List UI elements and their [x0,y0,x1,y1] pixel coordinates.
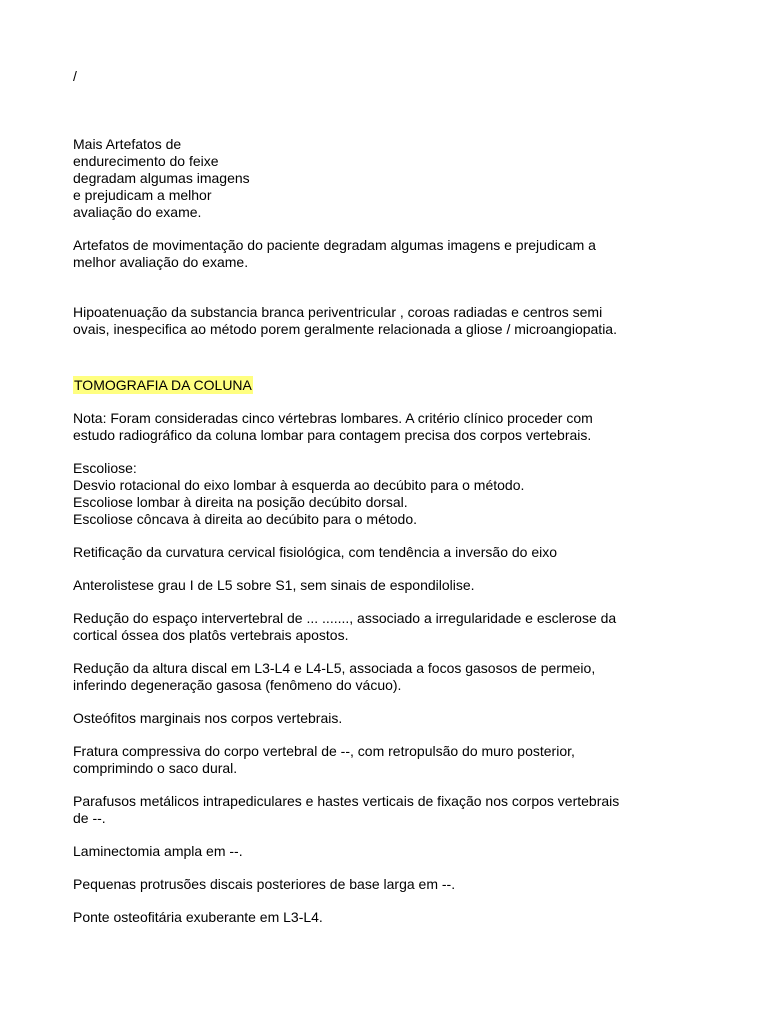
paragraph-retificacao [73,544,713,561]
paragraph-laminectomia [73,843,713,860]
text-line: Ponte osteofitária exuberante em L3-L4. [73,909,323,925]
text-line: comprimindo o saco dural. [73,760,238,776]
paragraph-parafusos [73,793,713,827]
paragraph-reducao-espaco [73,610,713,644]
text-line: Redução da altura discal em L3-L4 e L4-L5, associada a focos gasosos de permeio, [73,660,596,676]
paragraph-reducao-altura [73,660,713,694]
document-page [73,68,713,926]
text-line: Redução do espaço intervertebral de ... ......., associado a irregularidade e esclerose da [73,610,617,626]
section-heading: TOMOGRAFIA DA COLUNA [74,377,252,393]
text-line: avaliação do exame. [73,204,202,220]
text-line: Anterolistese grau I de L5 sobre S1, sem sinais de espondilolise. [73,577,475,593]
paragraph-hipoatenuacao [73,304,713,338]
paragraph-ponte [73,909,713,926]
paragraph-escoliose [73,460,713,528]
text-line: melhor avaliação do exame. [73,254,249,270]
paragraph-osteofitos [73,710,713,727]
paragraph-protrusoes [73,876,713,893]
text-line: Laminectomia ampla em --. [73,843,243,859]
text-line: Osteófitos marginais nos corpos vertebrais. [73,710,343,726]
slash-mark: / [73,68,77,84]
paragraph-anterolistese [73,577,713,594]
text-line: endurecimento do feixe [73,153,219,169]
paragraph-nota [73,410,713,444]
text-line: Retificação da curvatura cervical fisiológica, com tendência a inversão do eixo [73,544,558,560]
text-line: Hipoatenuação da substancia branca periventricular , coroas radiadas e centros semi [73,304,603,320]
paragraph-artefatos-feixe [73,136,713,221]
text-line: Pequenas protrusões discais posteriores de base larga em --. [73,876,456,892]
text-line: degradam algumas imagens [73,170,250,186]
section-heading-wrapper [73,376,713,394]
text-line: cortical óssea dos platôs vertebrais apostos. [73,627,349,643]
text-line: ovais, inespecifica ao método porem geralmente relacionada a gliose / microangiopatia. [73,321,617,337]
text-line: Escoliose: [73,460,137,476]
text-line: e prejudicam a melhor [73,187,212,203]
text-line: estudo radiográfico da coluna lombar para contagem precisa dos corpos vertebrais. [73,427,592,443]
paragraph-fratura [73,743,713,777]
text-line: Nota: Foram consideradas cinco vértebras lombares. A critério clínico proceder com [73,410,593,426]
paragraph-artefatos-movimento [73,237,713,271]
text-line: Escoliose côncava à direita ao decúbito para o método. [73,511,417,527]
text-line: Mais Artefatos de [73,136,182,152]
text-line: inferindo degeneração gasosa (fenômeno do vácuo). [73,677,402,693]
text-line: Fratura compressiva do corpo vertebral de --, com retropulsão do muro posterior, [73,743,575,759]
text-line: de --. [73,810,106,826]
text-line: Desvio rotacional do eixo lombar à esquerda ao decúbito para o método. [73,477,525,493]
text-line: Escoliose lombar à direita na posição decúbito dorsal. [73,494,408,510]
text-line: Parafusos metálicos intrapediculares e hastes verticais de fixação nos corpos vertebrais [73,793,620,809]
text-line: Artefatos de movimentação do paciente degradam algumas imagens e prejudicam a [73,237,596,253]
